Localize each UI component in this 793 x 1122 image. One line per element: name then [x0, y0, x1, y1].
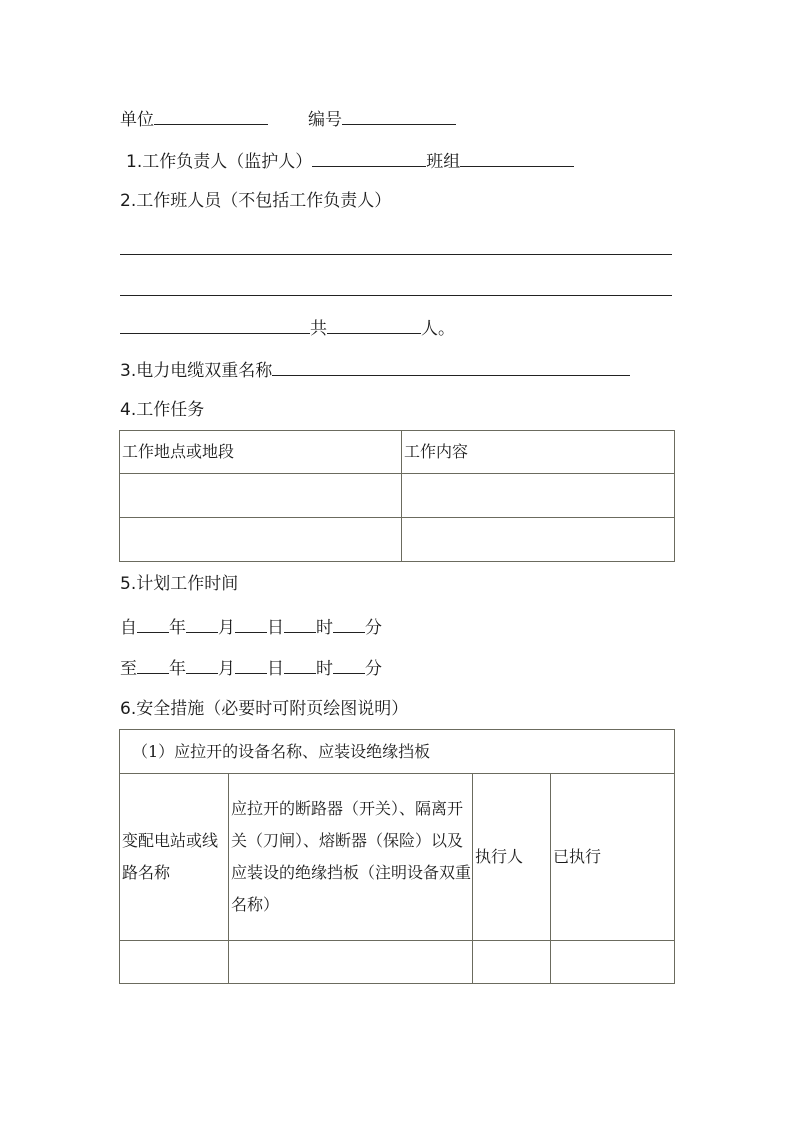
col-executor-header: 执行人 [473, 774, 551, 941]
to-year-field[interactable] [137, 655, 169, 674]
total-count-field[interactable] [327, 315, 421, 334]
from-hour-field[interactable] [284, 614, 316, 633]
team-label: 班组 [426, 152, 461, 172]
unit-day: 日 [267, 659, 284, 679]
unit-hour: 时 [316, 659, 333, 679]
task-cell[interactable] [120, 474, 402, 518]
to-day-field[interactable] [235, 655, 267, 674]
crew-field-line-1[interactable] [120, 254, 672, 255]
crew-field-line-3[interactable] [120, 315, 310, 334]
task-cell[interactable] [402, 518, 675, 562]
task-cell[interactable] [402, 474, 675, 518]
sec5-title: 5.计划工作时间 [120, 574, 239, 594]
cable-name-label: 3.电力电缆双重名称 [120, 361, 273, 381]
unit-year: 年 [169, 618, 186, 638]
safety-cell[interactable] [473, 941, 551, 984]
unit-minute: 分 [365, 618, 382, 638]
number-label: 编号 [308, 110, 342, 130]
unit-month: 月 [218, 659, 235, 679]
to-hour-field[interactable] [284, 655, 316, 674]
task-header-location: 工作地点或地段 [120, 431, 402, 474]
unit-year: 年 [169, 659, 186, 679]
to-minute-field[interactable] [333, 655, 365, 674]
header-line [120, 106, 456, 132]
time-from-line [120, 614, 382, 640]
leader-label: 1.工作负责人（监护人） [126, 152, 313, 172]
col-station-header: 变配电站或线路名称 [120, 774, 229, 941]
cable-name-line [120, 357, 630, 383]
crew-field-line-2[interactable] [120, 295, 672, 296]
task-table [119, 430, 675, 562]
col-executed-header: 已执行 [551, 774, 675, 941]
to-month-field[interactable] [186, 655, 218, 674]
from-label: 自 [120, 618, 137, 638]
unit-field[interactable] [154, 106, 268, 125]
unit-hour: 时 [316, 618, 333, 638]
cable-name-field[interactable] [272, 357, 630, 376]
total-label: 共 [310, 319, 327, 339]
unit-month: 月 [218, 618, 235, 638]
col-equipment-header: 应拉开的断路器（开关）、隔离开关（刀闸）、熔断器（保险）以及应装设的绝缘挡板（注明设备双重名称） [229, 774, 473, 941]
leader-line [126, 148, 574, 174]
from-minute-field[interactable] [333, 614, 365, 633]
safety-section-header: （1）应拉开的设备名称、应装设绝缘挡板 [120, 730, 675, 774]
safety-cell[interactable] [229, 941, 473, 984]
safety-cell[interactable] [120, 941, 229, 984]
time-to-line [120, 655, 382, 681]
task-cell[interactable] [120, 518, 402, 562]
safety-cell[interactable] [551, 941, 675, 984]
safety-table [119, 729, 675, 984]
unit-label: 单位 [120, 110, 154, 130]
unit-minute: 分 [365, 659, 382, 679]
from-day-field[interactable] [235, 614, 267, 633]
number-field[interactable] [342, 106, 456, 125]
unit-day: 日 [267, 618, 284, 638]
task-header-content: 工作内容 [402, 431, 675, 474]
sec6-title: 6.安全措施（必要时可附页绘图说明） [120, 699, 409, 719]
to-label: 至 [120, 659, 137, 679]
sec4-title: 4.工作任务 [120, 400, 205, 420]
person-suffix: 人。 [421, 319, 455, 339]
from-year-field[interactable] [137, 614, 169, 633]
sec2-title: 2.工作班人员（不包括工作负责人） [120, 191, 392, 211]
crew-total-line [120, 315, 455, 341]
from-month-field[interactable] [186, 614, 218, 633]
team-field[interactable] [460, 148, 574, 167]
leader-field[interactable] [312, 148, 426, 167]
